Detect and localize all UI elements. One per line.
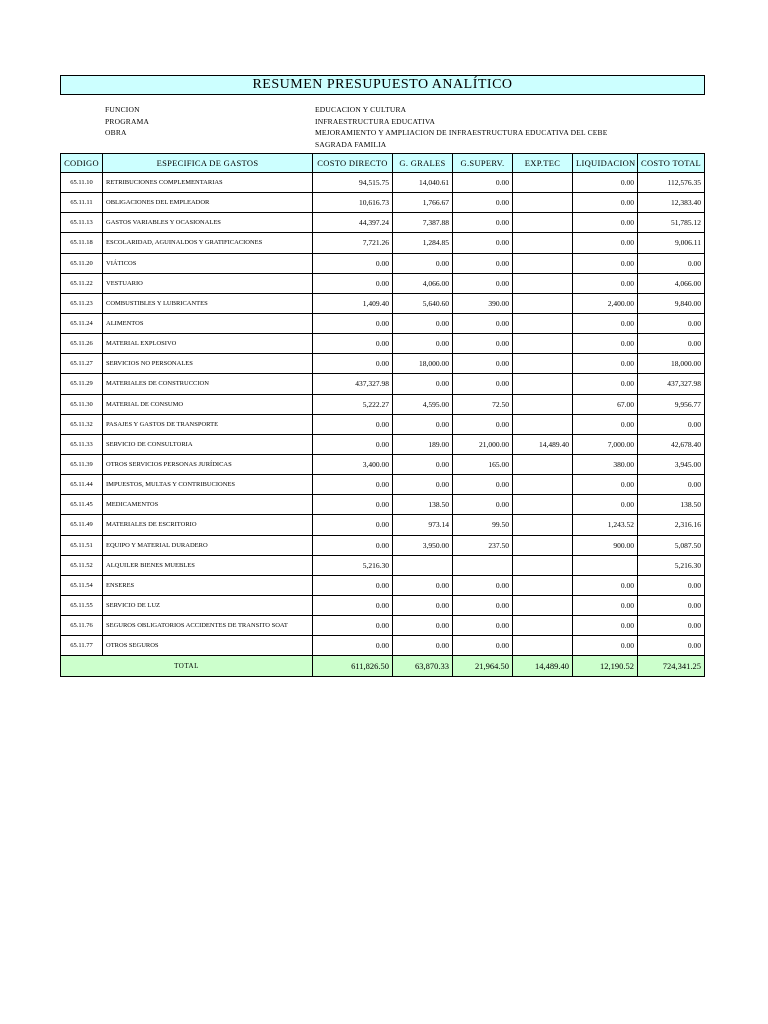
table-row [61,515,705,535]
cell-costo-total: 42,678.40 [638,434,705,454]
table-row [61,495,705,515]
cell-costo-total: 9,006.11 [638,233,705,253]
cell-costo-directo: 1,409.40 [313,293,393,313]
table-row [61,374,705,394]
table-row [61,354,705,374]
cell-liquidacion: 1,243.52 [573,515,638,535]
meta-label: FUNCION [105,105,140,114]
cell-costo-directo: 0.00 [313,495,393,515]
cell-exp-tec [513,233,573,253]
cell-especifica: VIÁTICOS [103,253,313,273]
cell-especifica: MATERIAL DE CONSUMO [103,394,313,414]
cell-costo-total: 4,066.00 [638,273,705,293]
table-body [61,173,705,677]
cell-g-superv: 237.50 [453,535,513,555]
cell-g-grales: 1,284.85 [393,233,453,253]
cell-costo-directo: 0.00 [313,253,393,273]
cell-liquidacion: 0.00 [573,253,638,273]
cell-g-superv: 0.00 [453,173,513,193]
cell-g-superv: 0.00 [453,213,513,233]
cell-especifica: SEGUROS OBLIGATORIOS ACCIDENTES DE TRANSITO SOAT [103,616,313,636]
cell-especifica: ESCOLARIDAD, AGUINALDOS Y GRATIFICACIONES [103,233,313,253]
cell-codigo: 65.11.49 [61,515,103,535]
cell-g-grales: 0.00 [393,575,453,595]
total-liquidacion: 12,190.52 [573,656,638,676]
cell-exp-tec [513,273,573,293]
cell-costo-total: 0.00 [638,313,705,333]
cell-g-superv: 0.00 [453,354,513,374]
cell-liquidacion: 0.00 [573,575,638,595]
table-row [61,636,705,656]
cell-g-grales: 189.00 [393,434,453,454]
cell-exp-tec [513,293,573,313]
cell-especifica: ENSERES [103,575,313,595]
cell-exp-tec [513,354,573,374]
cell-g-superv: 0.00 [453,475,513,495]
meta-label: PROGRAMA [105,116,150,126]
cell-g-superv: 0.00 [453,575,513,595]
cell-liquidacion: 0.00 [573,233,638,253]
cell-codigo: 65.11.23 [61,293,103,313]
meta-label: OBRA [105,128,127,137]
cell-codigo: 65.11.20 [61,253,103,273]
cell-costo-directo: 0.00 [313,273,393,293]
cell-codigo: 65.11.13 [61,213,103,233]
table-row [61,213,705,233]
cell-costo-total: 0.00 [638,253,705,273]
cell-exp-tec [513,213,573,233]
cell-costo-total: 9,840.00 [638,293,705,313]
cell-g-superv: 0.00 [453,253,513,273]
cell-liquidacion: 0.00 [573,273,638,293]
cell-costo-directo: 0.00 [313,475,393,495]
cell-liquidacion: 0.00 [573,636,638,656]
cell-g-grales: 0.00 [393,454,453,474]
cell-especifica: OBLIGACIONES DEL EMPLEADOR [103,193,313,213]
cell-g-superv: 0.00 [453,233,513,253]
cell-liquidacion: 7,000.00 [573,434,638,454]
cell-costo-total: 437,327.98 [638,374,705,394]
meta-value: MEJORAMIENTO Y AMPLIACION DE INFRAESTRUCTURA EDUCATIVA DEL CEBE [315,128,608,137]
cell-costo-directo: 0.00 [313,595,393,615]
cell-liquidacion: 0.00 [573,334,638,354]
table-row [61,434,705,454]
cell-especifica: SERVICIOS NO PERSONALES [103,354,313,374]
cell-especifica: RETRIBUCIONES COMPLEMENTARIAS [103,173,313,193]
cell-liquidacion: 900.00 [573,535,638,555]
total-exp-tec: 14,489.40 [513,656,573,676]
cell-g-grales: 3,950.00 [393,535,453,555]
cell-liquidacion: 2,400.00 [573,293,638,313]
cell-g-grales: 0.00 [393,595,453,615]
cell-g-grales: 7,387.88 [393,213,453,233]
total-costo-directo: 611,826.50 [313,656,393,676]
cell-liquidacion: 0.00 [573,414,638,434]
cell-g-grales: 0.00 [393,334,453,354]
cell-costo-total: 0.00 [638,475,705,495]
cell-liquidacion: 67.00 [573,394,638,414]
header-especifica: ESPECIFICA DE GASTOS [103,154,313,173]
cell-liquidacion: 0.00 [573,616,638,636]
budget-table [60,153,705,677]
cell-liquidacion: 0.00 [573,313,638,333]
header-costo-total: COSTO TOTAL [638,154,705,173]
table-row [61,575,705,595]
cell-costo-directo: 0.00 [313,535,393,555]
table-row [61,535,705,555]
cell-codigo: 65.11.11 [61,193,103,213]
cell-codigo: 65.11.26 [61,334,103,354]
cell-g-superv: 99.50 [453,515,513,535]
cell-especifica: MATERIALES DE ESCRITORIO [103,515,313,535]
cell-liquidacion: 0.00 [573,374,638,394]
cell-especifica: GASTOS VARIABLES Y OCASIONALES [103,213,313,233]
cell-exp-tec [513,414,573,434]
meta-row-programa [105,117,735,129]
cell-liquidacion [573,555,638,575]
cell-especifica: ALIMENTOS [103,313,313,333]
cell-especifica: MEDICAMENTOS [103,495,313,515]
total-g-grales: 63,870.33 [393,656,453,676]
cell-especifica: COMBUSTIBLES Y LUBRICANTES [103,293,313,313]
cell-exp-tec [513,495,573,515]
cell-especifica: EQUIPO Y MATERIAL DURADERO [103,535,313,555]
cell-codigo: 65.11.33 [61,434,103,454]
table-row [61,173,705,193]
cell-exp-tec [513,575,573,595]
cell-exp-tec [513,334,573,354]
cell-g-grales: 0.00 [393,313,453,333]
cell-costo-directo: 7,721.26 [313,233,393,253]
cell-costo-total: 0.00 [638,636,705,656]
cell-g-grales: 14,040.61 [393,173,453,193]
cell-costo-total: 0.00 [638,575,705,595]
cell-g-grales: 18,000.00 [393,354,453,374]
cell-costo-directo: 0.00 [313,334,393,354]
header-g-superv: G.SUPERV. [453,154,513,173]
table-row [61,595,705,615]
cell-costo-total: 3,945.00 [638,454,705,474]
cell-especifica: SERVICIO DE CONSULTORIA [103,434,313,454]
cell-exp-tec [513,394,573,414]
table-row [61,293,705,313]
cell-especifica: SERVICIO DE LUZ [103,595,313,615]
cell-especifica: MATERIALES DE CONSTRUCCION [103,374,313,394]
table-row [61,233,705,253]
cell-g-superv: 0.00 [453,495,513,515]
cell-g-superv: 0.00 [453,616,513,636]
cell-costo-directo: 0.00 [313,414,393,434]
table-row [61,616,705,636]
meta-value: EDUCACION Y CULTURA [315,105,407,114]
cell-liquidacion: 0.00 [573,354,638,374]
cell-g-superv: 0.00 [453,334,513,354]
cell-g-grales: 4,066.00 [393,273,453,293]
cell-costo-total: 0.00 [638,414,705,434]
cell-exp-tec [513,475,573,495]
table-row [61,313,705,333]
cell-liquidacion: 0.00 [573,495,638,515]
cell-g-superv: 0.00 [453,193,513,213]
cell-exp-tec [513,173,573,193]
table-row [61,394,705,414]
cell-g-superv: 0.00 [453,595,513,615]
cell-especifica: MATERIAL EXPLOSIVO [103,334,313,354]
cell-exp-tec: 14,489.40 [513,434,573,454]
cell-costo-total: 0.00 [638,616,705,636]
cell-especifica: ALQUILER BIENES MUEBLES [103,555,313,575]
cell-codigo: 65.11.76 [61,616,103,636]
header-g-grales: G. GRALES [393,154,453,173]
cell-costo-directo: 437,327.98 [313,374,393,394]
cell-g-superv: 390.00 [453,293,513,313]
cell-codigo: 65.11.22 [61,273,103,293]
cell-costo-total: 12,383.40 [638,193,705,213]
cell-costo-total: 0.00 [638,334,705,354]
cell-g-grales: 0.00 [393,253,453,273]
cell-exp-tec [513,535,573,555]
page-title: RESUMEN PRESUPUESTO ANALÍTICO [60,75,705,95]
cell-liquidacion: 0.00 [573,595,638,615]
cell-costo-total: 2,316.16 [638,515,705,535]
cell-exp-tec [513,193,573,213]
cell-costo-total: 5,087.50 [638,535,705,555]
cell-codigo: 65.11.24 [61,313,103,333]
cell-especifica: OTROS SEGUROS [103,636,313,656]
meta-row-obra [105,128,735,140]
cell-costo-directo: 5,216.30 [313,555,393,575]
cell-g-superv: 0.00 [453,273,513,293]
cell-g-grales: 0.00 [393,414,453,434]
cell-g-superv: 0.00 [453,313,513,333]
cell-costo-directo: 94,515.75 [313,173,393,193]
cell-g-superv: 0.00 [453,414,513,434]
cell-g-superv: 21,000.00 [453,434,513,454]
cell-exp-tec [513,454,573,474]
cell-exp-tec [513,555,573,575]
cell-codigo: 65.11.29 [61,374,103,394]
cell-g-grales: 138.50 [393,495,453,515]
cell-costo-directo: 0.00 [313,616,393,636]
cell-codigo: 65.11.32 [61,414,103,434]
cell-exp-tec [513,313,573,333]
cell-costo-total: 112,576.35 [638,173,705,193]
meta-value: INFRAESTRUCTURA EDUCATIVA [315,116,436,126]
cell-g-grales: 0.00 [393,374,453,394]
total-g-superv: 21,964.50 [453,656,513,676]
total-label: TOTAL [61,656,313,676]
cell-g-grales: 0.00 [393,616,453,636]
header-costo-directo: COSTO DIRECTO [313,154,393,173]
cell-costo-directo: 0.00 [313,636,393,656]
cell-g-grales: 0.00 [393,636,453,656]
cell-especifica: PASAJES Y GASTOS DE TRANSPORTE [103,414,313,434]
cell-g-grales: 1,766.67 [393,193,453,213]
cell-costo-directo: 0.00 [313,575,393,595]
cell-exp-tec [513,616,573,636]
cell-costo-directo: 0.00 [313,515,393,535]
table-row [61,253,705,273]
cell-codigo: 65.11.52 [61,555,103,575]
cell-codigo: 65.11.54 [61,575,103,595]
cell-costo-directo: 10,616.73 [313,193,393,213]
header-exp-tec: EXP.TEC [513,154,573,173]
cell-codigo: 65.11.30 [61,394,103,414]
cell-g-grales: 973.14 [393,515,453,535]
cell-costo-total: 0.00 [638,595,705,615]
cell-liquidacion: 0.00 [573,475,638,495]
cell-codigo: 65.11.44 [61,475,103,495]
cell-codigo: 65.11.51 [61,535,103,555]
cell-codigo: 65.11.10 [61,173,103,193]
table-row [61,334,705,354]
cell-g-grales: 4,595.00 [393,394,453,414]
cell-costo-total: 9,956.77 [638,394,705,414]
table-row [61,555,705,575]
cell-codigo: 65.11.55 [61,595,103,615]
cell-especifica: OTROS SERVICIOS PERSONAS JURÍDICAS [103,454,313,474]
meta-row-funcion [105,105,735,117]
cell-g-superv: 72.50 [453,394,513,414]
cell-liquidacion: 380.00 [573,454,638,474]
cell-costo-total: 5,216.30 [638,555,705,575]
cell-costo-directo: 0.00 [313,354,393,374]
cell-costo-directo: 0.00 [313,434,393,454]
table-row [61,273,705,293]
table-row [61,454,705,474]
cell-exp-tec [513,636,573,656]
cell-exp-tec [513,253,573,273]
meta-value: SAGRADA FAMILIA [315,139,387,149]
table-header-row [61,154,705,173]
cell-g-superv: 0.00 [453,374,513,394]
cell-especifica: VESTUARIO [103,273,313,293]
cell-costo-total: 18,000.00 [638,354,705,374]
cell-liquidacion: 0.00 [573,213,638,233]
table-row [61,475,705,495]
cell-costo-directo: 44,397.24 [313,213,393,233]
cell-codigo: 65.11.39 [61,454,103,474]
cell-codigo: 65.11.77 [61,636,103,656]
project-info [105,105,735,151]
cell-exp-tec [513,595,573,615]
cell-g-grales [393,555,453,575]
total-row [61,656,705,676]
cell-costo-total: 138.50 [638,495,705,515]
cell-g-grales: 0.00 [393,475,453,495]
cell-g-grales: 5,640.60 [393,293,453,313]
cell-g-superv: 165.00 [453,454,513,474]
cell-g-superv [453,555,513,575]
cell-costo-total: 51,785.12 [638,213,705,233]
cell-costo-directo: 0.00 [313,313,393,333]
table-row [61,414,705,434]
meta-row-obra-cont [105,140,735,152]
cell-g-superv: 0.00 [453,636,513,656]
meta-label [105,140,315,152]
cell-costo-directo: 3,400.00 [313,454,393,474]
cell-codigo: 65.11.18 [61,233,103,253]
header-liquidacion: LIQUIDACION [573,154,638,173]
header-codigo: CODIGO [61,154,103,173]
total-costo-total: 724,341.25 [638,656,705,676]
cell-liquidacion: 0.00 [573,173,638,193]
cell-codigo: 65.11.45 [61,495,103,515]
cell-costo-directo: 5,222.27 [313,394,393,414]
cell-exp-tec [513,515,573,535]
cell-liquidacion: 0.00 [573,193,638,213]
cell-exp-tec [513,374,573,394]
cell-especifica: IMPUESTOS, MULTAS Y CONTRIBUCIONES [103,475,313,495]
table-row [61,193,705,213]
cell-codigo: 65.11.27 [61,354,103,374]
